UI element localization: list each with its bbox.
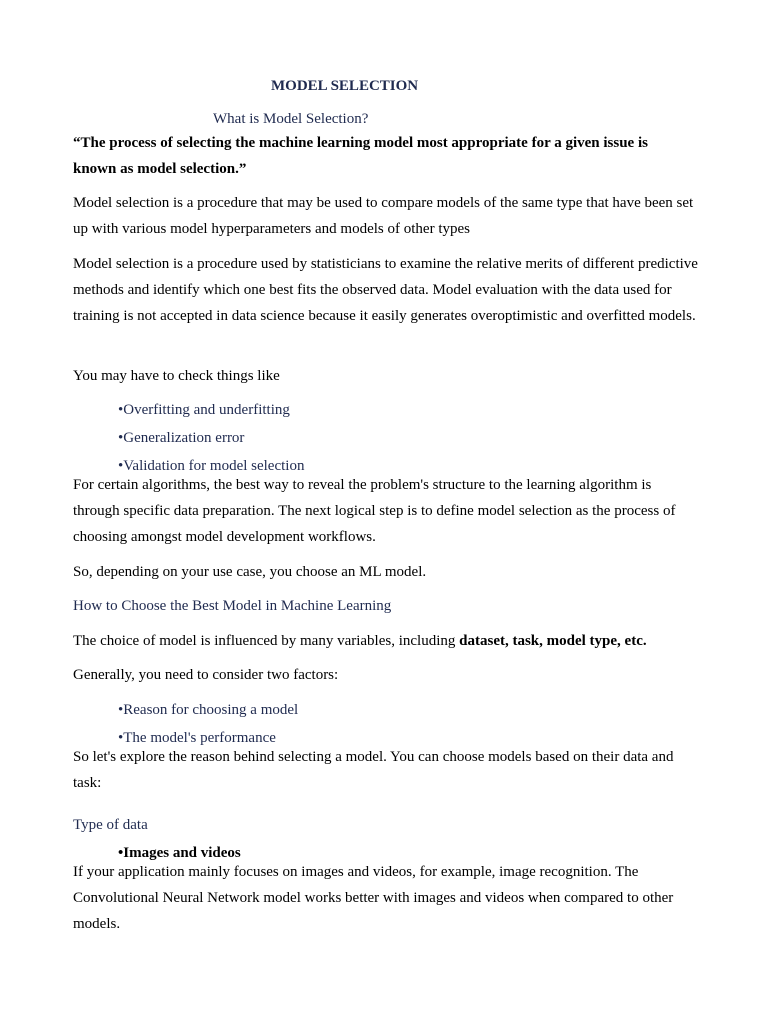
document-title: MODEL SELECTION (271, 78, 419, 94)
paragraph-model-selection-compare: Model selection is a procedure that may be used to compare models of the same type that have been set up with various model hyperparameters and models of other types (73, 195, 694, 237)
paragraph-cnn-images: If your application mainly focuses on images and videos, for example, image recognition. The Convolutional Neural Network model works better with images and videos when compared to other models. (73, 864, 674, 932)
bullet-reason-choosing: •Reason for choosing a model (118, 702, 299, 718)
document-subtitle: What is Model Selection? (213, 111, 369, 127)
bullet-validation: •Validation for model selection (118, 458, 305, 474)
bullet-images-and-videos: •Images and videos (118, 845, 241, 861)
paragraph-data-preparation: For certain algorithms, the best way to reveal the problem's structure to the learning algorithm is through specific data preparation. The next logical step is to define model selection as the process of choosing amongst model development workflows. (73, 477, 676, 545)
paragraph-choice-of-model (73, 632, 647, 650)
factors-intro-text: Generally, you need to consider two factors: (73, 667, 339, 683)
choice-text: The choice of model is influenced by many variables, including (73, 633, 460, 649)
definition-quote-line-1: “The process of selecting the machine learning model most appropriate for a given issue is (73, 135, 648, 151)
check-intro-text: You may have to check things like (73, 368, 280, 384)
choice-bold-text: dataset, task, model type, etc. (459, 633, 647, 649)
paragraph-statisticians: Model selection is a procedure used by statisticians to examine the relative merits of different predictive methods and identify which one best fits the observed data. Model evaluation with the data used for training is not accepted in data science because it easily generates overoptimistic and overfitted models. (73, 256, 698, 324)
section-heading-choose-best-model: How to Choose the Best Model in Machine Learning (73, 598, 392, 614)
paragraph-explore-reason: So let's explore the reason behind selecting a model. You can choose models based on their data and task: (73, 749, 674, 791)
definition-quote-line-2: known as model selection.” (73, 161, 247, 177)
bullet-model-performance: •The model's performance (118, 730, 276, 746)
bullet-overfitting: •Overfitting and underfitting (118, 402, 290, 418)
section-heading-type-of-data: Type of data (73, 817, 148, 833)
paragraph-use-case: So, depending on your use case, you choose an ML model. (73, 564, 427, 580)
bullet-generalization-error: •Generalization error (118, 430, 245, 446)
